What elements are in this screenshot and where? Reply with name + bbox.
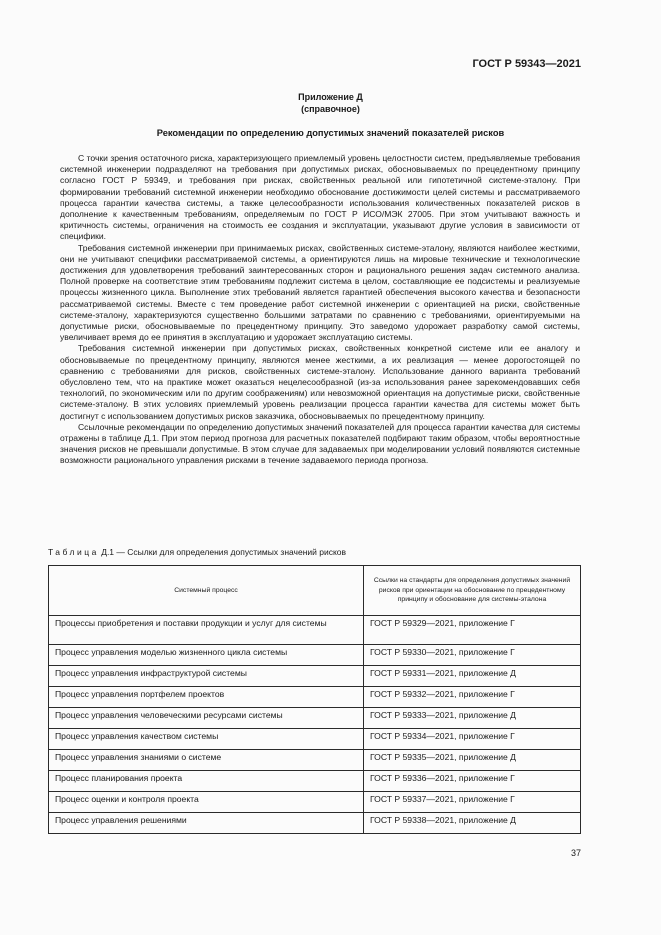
table-row [49,792,581,813]
reference-cell: ГОСТ Р 59333—2021, приложение Д [364,708,581,729]
body-text [60,153,580,467]
paragraph: С точки зрения остаточного риска, характеризующего приемлемый уровень целостности систем, предъявляемые требования системной инженерии подразделяют на требования при допустимых рисках, обосновываемых по прецедентному принципу согласно ГОСТ Р 59349, и требования при рисках, свойственных реальной или гипотетичной системе-эталону. При формировании требований системной инженерии необходимо обоснование достижимости целей системы и рассматриваемого процесса гарантии качества системы, а также целесообразности использования количественных показателей рисков в дополнение к качественным требованиям, определяемым по ГОСТ Р ИСО/МЭК 27005. При этом учитывают важность и критичность системы, ограничения на стоимость ее создания и эксплуатации, указывают другие условия в зависимости от специфики. [60,153,580,242]
process-cell: Процесс управления знаниями о системе [49,750,364,771]
process-cell: Процесс управления инфраструктурой системы [49,666,364,687]
reference-cell: ГОСТ Р 59334—2021, приложение Г [364,729,581,750]
paragraph: Ссылочные рекомендации по определению допустимых значений показателей для процесса гарантии качества для системы отражены в таблице Д.1. При этом период прогноза для расчетных показателей подбирают таким образом, чтобы вероятностные значения рисков не превышали допустимые. В этом случае для задаваемых при моделировании условий появляются системные возможности рационального управления рисками в течение задаваемого периода прогноза. [60,421,580,466]
process-cell: Процессы приобретения и поставки продукции и услуг для системы [49,616,364,645]
appendix-title: Приложение Д [298,92,363,102]
reference-cell: ГОСТ Р 59338—2021, приложение Д [364,813,581,834]
process-cell: Процесс управления качеством системы [49,729,364,750]
page-number: 37 [570,848,581,858]
table-caption [48,547,346,557]
references-table [48,565,581,834]
reference-cell: ГОСТ Р 59329—2021, приложение Г [364,616,581,645]
table-row [49,616,581,645]
paragraph: Требования системной инженерии при допустимых рисках, свойственных конкретной системе или ее аналогу и обосновываемые по прецедентному принципу, являются менее жесткими, а их реализация — менее дорогостоящей по сравнению с требованиями для рисков, свойственных системе-эталону. Использование данного варианта требований обусловлено тем, что на практике может оказаться нецелесообразной (из-за использования ранее зарекомендовавших себя технологий, по экономическим или по другим соображениям) или невозможной ориентация на допустимые риски, свойственные системе-эталону. В этих условиях приемлемый уровень реализации процесса гарантии качества для системы может быть достигнут с использованием допустимых рисков заказчика, обосновываемых по прецедентному принципу. [60,343,580,421]
reference-cell: ГОСТ Р 59331—2021, приложение Д [364,666,581,687]
process-cell: Процесс управления портфелем проектов [49,687,364,708]
table-row [49,813,581,834]
section-title: Рекомендации по определению допустимых значений показателей рисков [156,128,505,138]
column-header-process: Системный процесс [49,566,364,616]
reference-cell: ГОСТ Р 59336—2021, приложение Г [364,771,581,792]
process-cell: Процесс управления человеческими ресурсами системы [49,708,364,729]
table-row [49,771,581,792]
appendix-subtitle: (справочное) [301,104,360,114]
reference-cell: ГОСТ Р 59335—2021, приложение Д [364,750,581,771]
table-row [49,645,581,666]
process-cell: Процесс оценки и контроля проекта [49,792,364,813]
table-caption-text: Д.1 — Ссылки для определения допустимых значений рисков [98,547,347,557]
reference-cell: ГОСТ Р 59332—2021, приложение Г [364,687,581,708]
column-header-references: Ссылки на стандарты для определения допустимых значений рисков при ориентации на обоснование по прецедентному принципу и обоснование для системы-эталона [364,566,581,616]
process-cell: Процесс планирования проекта [49,771,364,792]
table-row [49,708,581,729]
paragraph: Требования системной инженерии при принимаемых рисках, свойственных системе-эталону, являются наиболее жесткими, они не учитывают специфики рассматриваемой системы, а ориентируются лишь на мировые технические и технологические достижения для удовлетворения требований заинтересованных сторон и рационального решения задач системного анализа. Полной проверке на соответствие этим требованиям подлежит система в целом, составляющие ее подсистемы и реализуемые процессы жизненного цикла. Выполнение этих требований является гарантией обеспечения высокого качества и безопасности рассматриваемой системы. Вместе с тем проведение работ системной инженерии с ориентацией на риски, свойственные системе-эталону, характеризуются существенно большими затратами по сравнению с требованиями, ориентируемыми на допустимые риски, обосновываемые по прецедентному принципу. Это заведомо удорожает разработку самой системы, увеличивает время до ее принятия в эксплуатацию и удорожает эксплуатацию системы. [60,242,580,343]
table-row [49,666,581,687]
table-header-row [49,566,581,616]
reference-cell: ГОСТ Р 59330—2021, приложение Г [364,645,581,666]
table-caption-prefix: Таблица [48,547,99,557]
reference-cell: ГОСТ Р 59337—2021, приложение Г [364,792,581,813]
process-cell: Процесс управления решениями [49,813,364,834]
process-cell: Процесс управления моделью жизненного цикла системы [49,645,364,666]
document-number: ГОСТ Р 59343—2021 [472,58,581,70]
table-row [49,687,581,708]
table-row [49,750,581,771]
table-row [49,729,581,750]
